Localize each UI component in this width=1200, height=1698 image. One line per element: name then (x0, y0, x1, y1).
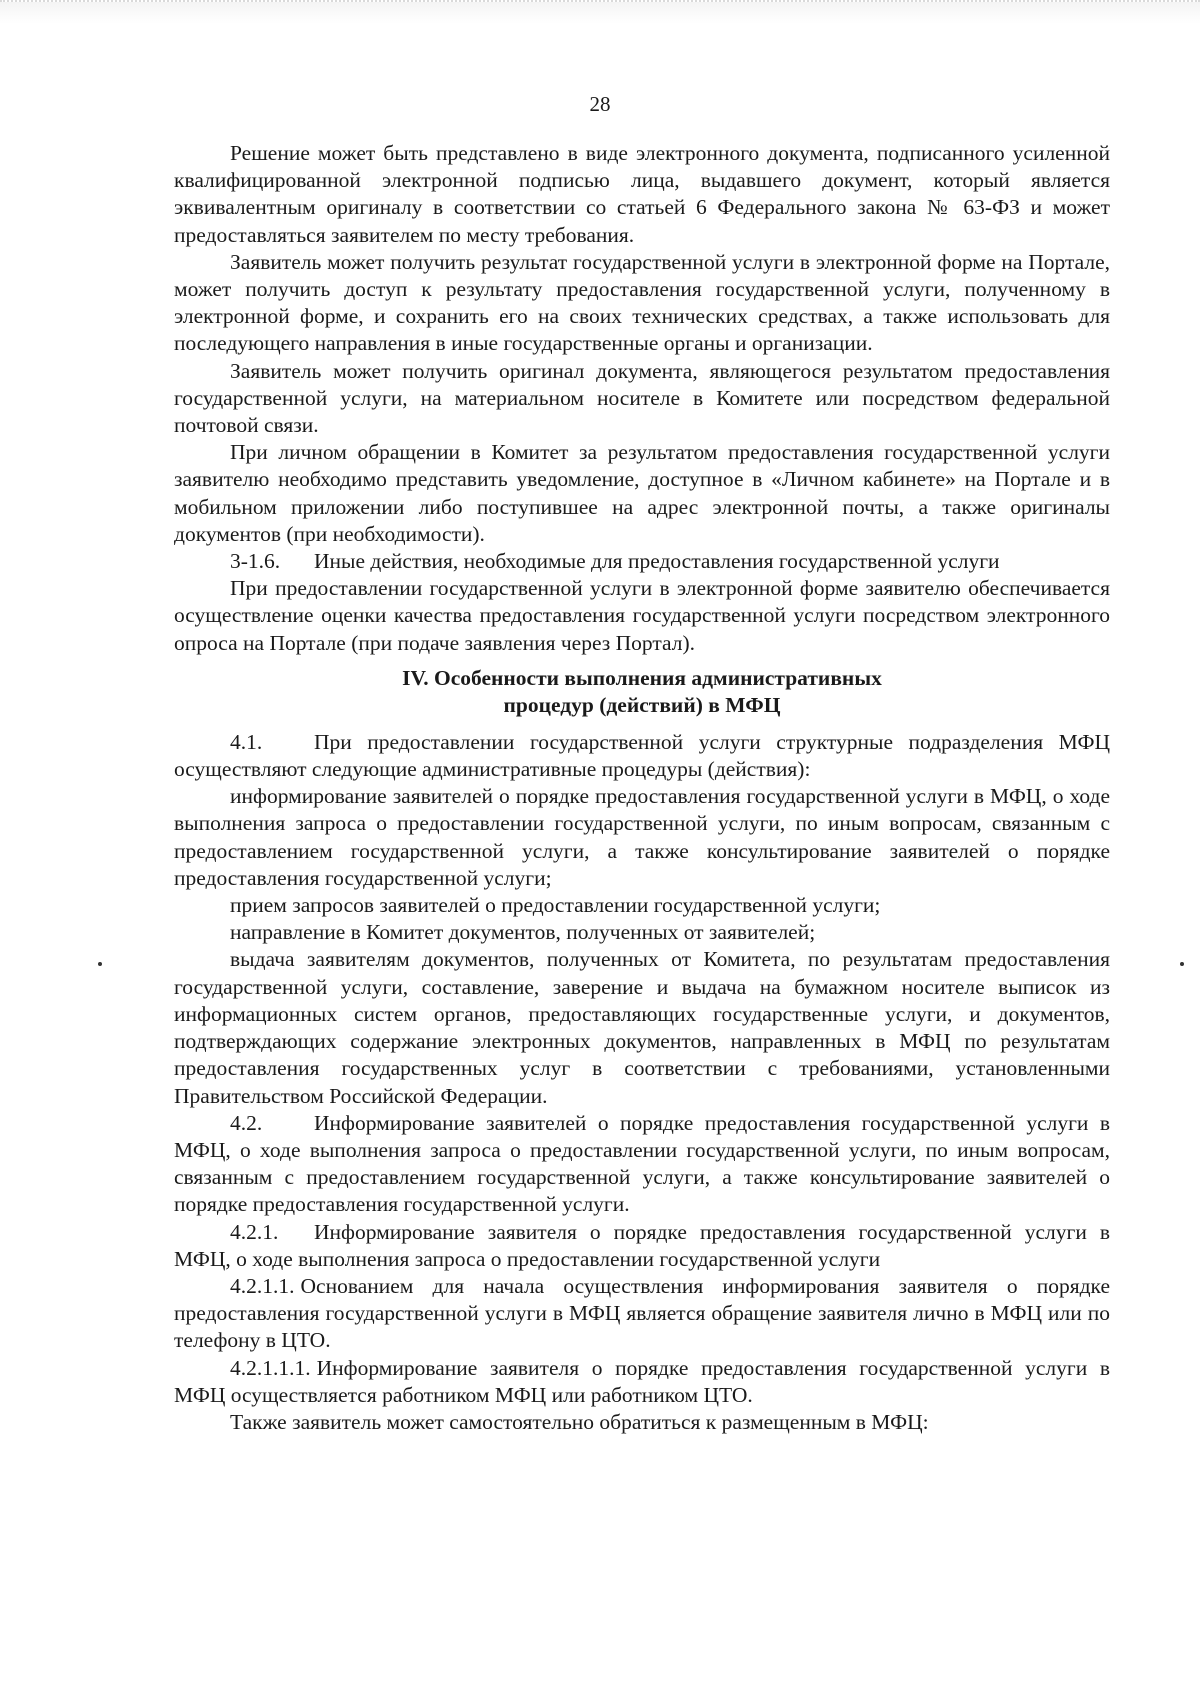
item-4-2 (174, 1110, 1110, 1219)
item-4-1 (174, 729, 1110, 783)
item-text: Основанием для начала осуществления информирования заявителя о порядке предоставления государственной услуги в МФЦ является обращение заявителя лично в МФЦ или по телефону в ЦТО. (174, 1273, 1110, 1353)
item-4-2-1 (174, 1219, 1110, 1273)
scan-mark-right (1180, 962, 1184, 966)
paragraph: Заявитель может получить оригинал документа, являющегося результатом предоставления государственной услуги, на материальном носителе в Комитете или посредством федеральной почтовой связи. (174, 358, 1110, 438)
item-number: 4.1. (230, 729, 263, 754)
section-heading-line1: IV. Особенности выполнения административных (402, 665, 882, 690)
paragraph: При личном обращении в Комитет за результатом предоставления государственной услуги заявителю необходимо представить уведомление, доступное в «Личном кабинете» на Портале и в мобильном приложении либо поступившее на адрес электронной почты, а также оригиналы документов (при необходимости). (174, 440, 1110, 546)
procedure-item: информирование заявителей о порядке предоставления государственной услуги в МФЦ, о ходе выполнения запроса о предоставлении государственной услуги, по иным вопросам, связанным с предоставлением государственной услуги, а также консультирование заявителей о порядке предоставления государственной услуги; (174, 784, 1110, 890)
section-heading (174, 665, 1110, 719)
item-text: При предоставлении государственной услуги структурные подразделения МФЦ осуществляют следующие административные процедуры (действия): (174, 729, 1110, 782)
item-number: 3-1.6. (230, 549, 281, 574)
item-text: Информирование заявителя о порядке предоставления государственной услуги в МФЦ осуществляется работником МФЦ или работником ЦТО. (174, 1355, 1110, 1407)
procedure-item: направление в Комитет документов, полученных от заявителей; (230, 920, 816, 945)
procedure-item: выдача заявителям документов, полученных от Комитета, по результатам предоставления государственной услуги, составление, заверение и выдача на бумажном носителе выписок из информационных систем органов, предоставляющих государственные услуги, и документов, подтверждающих содержание электронных документов, направленных в МФЦ по результатам предоставления государственных услуг в соответствии с требованиями, установленными Правительством Российской Федерации. (174, 947, 1110, 1108)
item-4-2-1-1 (174, 1273, 1110, 1355)
item-number: 4.2.1.1. (230, 1273, 295, 1298)
page-number: 28 (589, 92, 611, 116)
item-number: 4.2.1.1.1. (230, 1355, 311, 1380)
paragraph: При предоставлении государственной услуги в электронной форме заявителю обеспечивается осуществление оценки качества предоставления государственной услуги посредством электронного опроса на Портале (при подаче заявления через Портал). (174, 576, 1110, 655)
item-text: Информирование заявителя о порядке предоставления государственной услуги в МФЦ, о ходе выполнения запроса о предоставлении государственной услуги (174, 1219, 1110, 1271)
item-text: Иные действия, необходимые для предоставления государственной услуги (314, 549, 1000, 574)
scan-mark-left (98, 962, 102, 966)
item-4-2-1-1-1 (174, 1355, 1110, 1409)
section-heading-line2: процедур (действий) в МФЦ (503, 692, 781, 717)
item-text: Информирование заявителей о порядке предоставления государственной услуги в МФЦ, о ходе выполнения запроса о предоставлении государственной услуги, по иным вопросам, связанным с предоставлением государственной услуги, а также консультирование заявителей о порядке предоставления государственной услуги. (174, 1110, 1110, 1217)
scan-top-edge (0, 0, 1200, 24)
procedure-item: прием запросов заявителей о предоставлении государственной услуги; (230, 893, 881, 918)
paragraph: Также заявитель может самостоятельно обратиться к размещенным в МФЦ: (230, 1409, 929, 1434)
item-number: 4.2.1. (230, 1219, 279, 1244)
item-number: 4.2. (230, 1110, 263, 1135)
item-3-1-6 (174, 548, 1110, 575)
paragraph: Решение может быть представлено в виде электронного документа, подписанного усиленной квалифицированной электронной подписью лица, выдавшего документ, который является эквивалентным оригиналу в соответствии со статьей 6 Федерального закона № 63-ФЗ и может предоставляться заявителем по месту требования. (174, 141, 1110, 247)
paragraph: Заявитель может получить результат государственной услуги в электронной форме на Портале, может получить доступ к результату предоставления государственной услуги, полученному в электронной форме, и сохранить его на своих технических средствах, а также использовать для последующего направления в иные государственные органы и организации. (174, 249, 1110, 356)
document-body (174, 140, 1110, 1436)
